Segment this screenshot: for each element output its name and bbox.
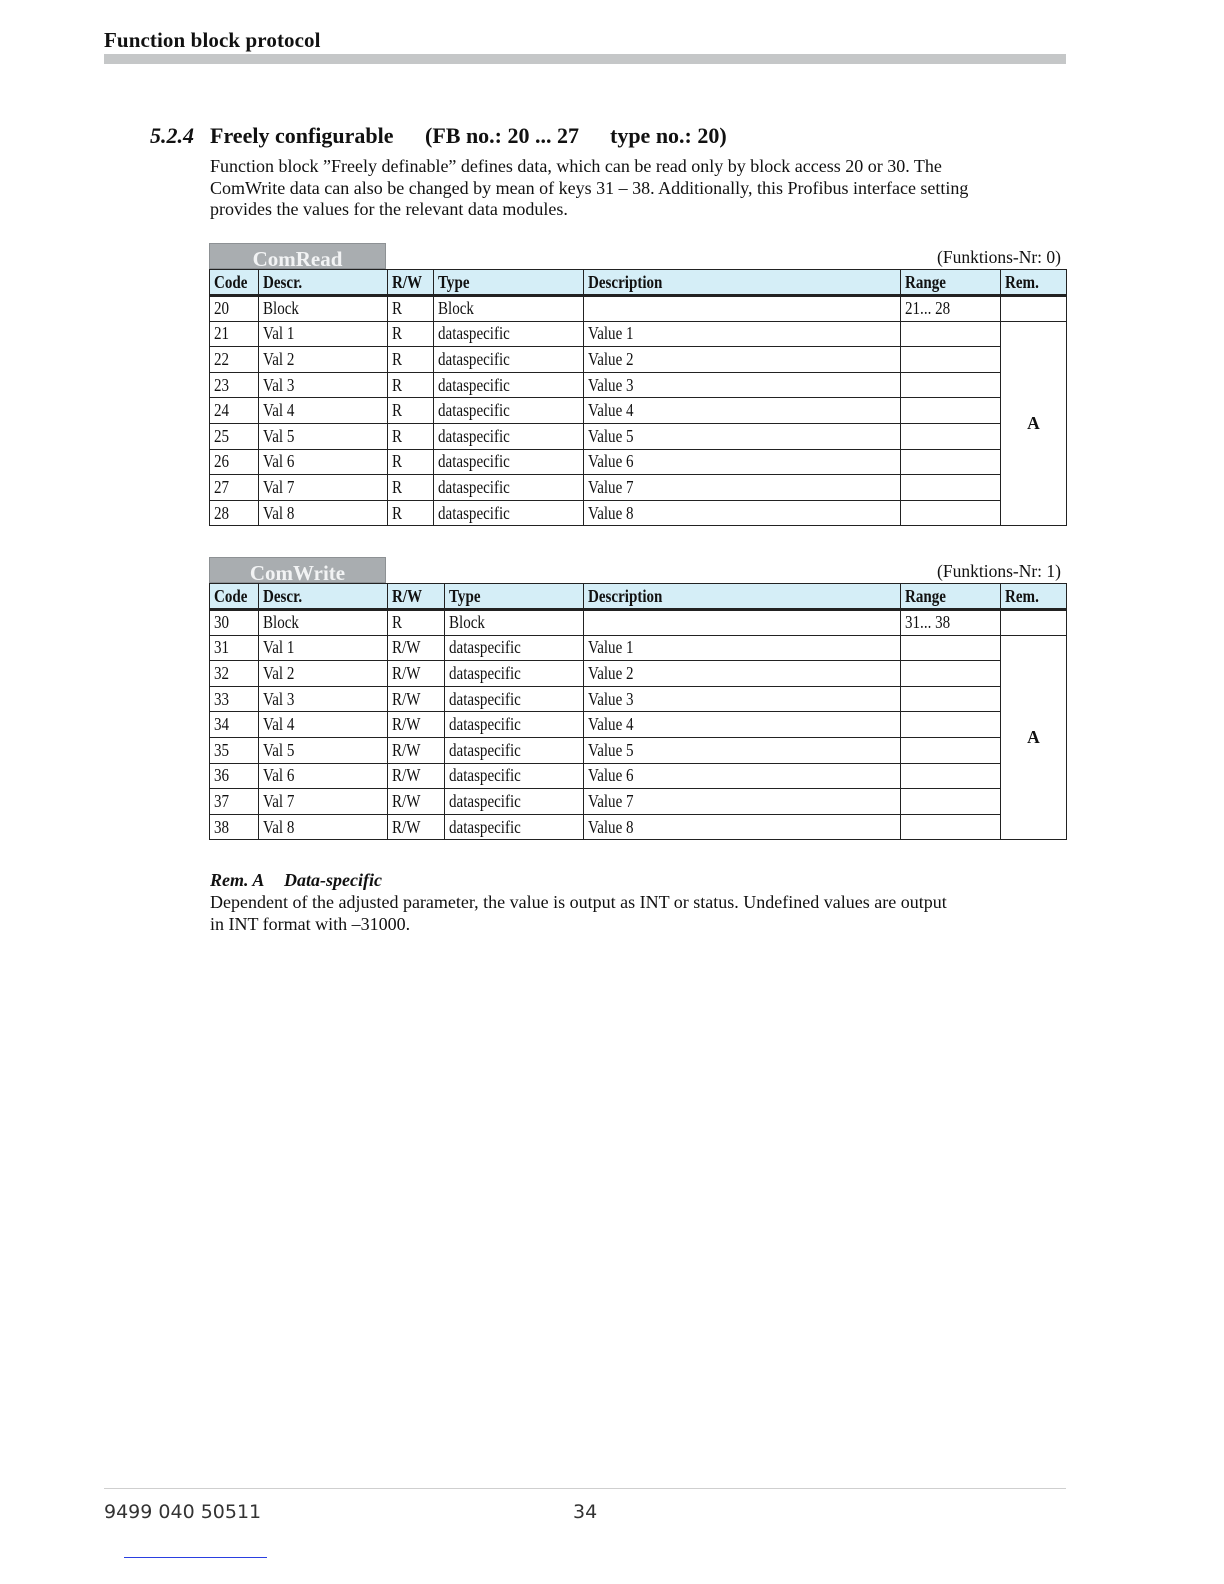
column-header-label: Range bbox=[905, 271, 946, 292]
cell-code bbox=[210, 610, 259, 636]
cell-type bbox=[445, 712, 584, 738]
cell-type-text: dataspecific bbox=[449, 739, 521, 760]
cell-code bbox=[210, 423, 259, 449]
cell-description bbox=[584, 347, 901, 373]
cell-code bbox=[210, 475, 259, 501]
cell-type-text: dataspecific bbox=[438, 323, 510, 344]
comwrite-function-number: (Funktions-Nr: 1) bbox=[937, 561, 1061, 581]
cell-code bbox=[210, 449, 259, 475]
cell-range bbox=[901, 763, 1001, 789]
cell-code bbox=[210, 321, 259, 347]
cell-code bbox=[210, 500, 259, 526]
cell-description-text: Value 1 bbox=[588, 323, 634, 344]
cell-rw bbox=[388, 737, 445, 763]
cell-descr-text: Val 8 bbox=[263, 816, 295, 837]
cell-descr bbox=[259, 423, 388, 449]
table-row bbox=[210, 500, 1067, 526]
cell-type-text: dataspecific bbox=[449, 714, 521, 735]
cell-descr bbox=[259, 475, 388, 501]
header-bar bbox=[104, 54, 1066, 64]
cell-code bbox=[210, 296, 259, 322]
cell-rw bbox=[388, 500, 434, 526]
cell-code bbox=[210, 347, 259, 373]
remark-text bbox=[210, 891, 947, 935]
column-header-descr bbox=[259, 584, 388, 610]
cell-descr-text: Val 8 bbox=[263, 502, 295, 523]
section-fb-no: (FB no.: 20 ... 27 bbox=[425, 123, 579, 148]
cell-range bbox=[901, 712, 1001, 738]
table-header-row bbox=[210, 270, 1067, 296]
cell-code-text: 23 bbox=[214, 374, 230, 395]
cell-description bbox=[584, 661, 901, 687]
cell-type-text: dataspecific bbox=[438, 400, 510, 421]
comread-table bbox=[209, 269, 1067, 526]
cell-descr-text: Val 6 bbox=[263, 765, 295, 786]
cell-type-text: Block bbox=[449, 612, 485, 633]
table-row bbox=[210, 763, 1067, 789]
table-row bbox=[210, 449, 1067, 475]
cell-type bbox=[434, 475, 584, 501]
column-header-label: Type bbox=[438, 271, 470, 292]
column-header-label: R/W bbox=[392, 585, 423, 606]
cell-descr bbox=[259, 372, 388, 398]
cell-descr-text: Val 7 bbox=[263, 790, 295, 811]
intro-line: Function block ”Freely definable” defines data, which can be read only by block access 20 or 30. The bbox=[210, 156, 942, 176]
cell-code-text: 35 bbox=[214, 739, 230, 760]
cell-code-text: 25 bbox=[214, 425, 230, 446]
cell-code bbox=[210, 737, 259, 763]
comwrite-tab-label: ComWrite bbox=[209, 557, 386, 583]
cell-descr-text: Val 6 bbox=[263, 451, 295, 472]
table-row bbox=[210, 296, 1067, 322]
cell-rw-text: R bbox=[392, 612, 403, 633]
column-header-label: Type bbox=[449, 585, 481, 606]
column-header-descr bbox=[259, 270, 388, 296]
cell-type bbox=[434, 398, 584, 424]
cell-code-text: 37 bbox=[214, 790, 230, 811]
cell-code bbox=[210, 686, 259, 712]
cell-type bbox=[445, 763, 584, 789]
column-header-label: Rem. bbox=[1005, 585, 1039, 606]
cell-descr-text: Block bbox=[263, 298, 299, 319]
cell-description bbox=[584, 475, 901, 501]
cell-code-text: 28 bbox=[214, 502, 230, 523]
cell-range-text: 31... 38 bbox=[905, 612, 951, 633]
remark-marker: A bbox=[1027, 412, 1040, 433]
page-header-title: Function block protocol bbox=[104, 28, 321, 52]
cell-range bbox=[901, 398, 1001, 424]
cell-description-text: Value 4 bbox=[588, 400, 634, 421]
cell-rem-merged bbox=[1001, 635, 1067, 840]
footer-doc-code: 9499 040 50511 bbox=[104, 1501, 262, 1523]
column-header-type bbox=[434, 270, 584, 296]
cell-type-text: dataspecific bbox=[449, 816, 521, 837]
cell-type-text: dataspecific bbox=[438, 502, 510, 523]
cell-description-text: Value 3 bbox=[588, 374, 634, 395]
cell-description-text: Value 6 bbox=[588, 451, 634, 472]
cell-rw bbox=[388, 686, 445, 712]
intro-paragraph bbox=[210, 156, 1060, 221]
table-row bbox=[210, 398, 1067, 424]
cell-range-text: 21... 28 bbox=[905, 298, 951, 319]
cell-range bbox=[901, 475, 1001, 501]
cell-rem bbox=[1001, 296, 1067, 322]
column-header-label: R/W bbox=[392, 271, 423, 292]
column-header-rem bbox=[1001, 270, 1067, 296]
cell-description bbox=[584, 686, 901, 712]
cell-rw bbox=[388, 449, 434, 475]
comwrite-table bbox=[209, 583, 1067, 840]
column-header-description bbox=[584, 270, 901, 296]
cell-description-text: Value 5 bbox=[588, 425, 634, 446]
cell-rw bbox=[388, 321, 434, 347]
cell-rw-text: R bbox=[392, 400, 403, 421]
cell-descr bbox=[259, 610, 388, 636]
cell-descr-text: Val 3 bbox=[263, 374, 295, 395]
cell-code-text: 20 bbox=[214, 298, 230, 319]
cell-rw-text: R/W bbox=[392, 662, 421, 683]
column-header-code bbox=[210, 270, 259, 296]
column-header-range bbox=[901, 584, 1001, 610]
table-row bbox=[210, 789, 1067, 815]
section-heading bbox=[150, 123, 727, 149]
column-header-rw bbox=[388, 270, 434, 296]
cell-rw bbox=[388, 398, 434, 424]
cell-descr-text: Val 2 bbox=[263, 348, 295, 369]
cell-code bbox=[210, 398, 259, 424]
cell-description-text: Value 5 bbox=[588, 739, 634, 760]
cell-rw bbox=[388, 475, 434, 501]
cell-type bbox=[445, 737, 584, 763]
cell-description bbox=[584, 321, 901, 347]
cell-code bbox=[210, 635, 259, 661]
cell-descr-text: Val 1 bbox=[263, 637, 295, 658]
column-header-label: Rem. bbox=[1005, 271, 1039, 292]
section-title: Freely configurable bbox=[210, 123, 394, 148]
cell-rw-text: R/W bbox=[392, 637, 421, 658]
cell-rw-text: R bbox=[392, 348, 403, 369]
cell-rw bbox=[388, 296, 434, 322]
cell-rw bbox=[388, 372, 434, 398]
cell-range bbox=[901, 661, 1001, 687]
cell-code bbox=[210, 814, 259, 840]
column-header-label: Descr. bbox=[263, 271, 303, 292]
cell-type bbox=[445, 814, 584, 840]
cell-code bbox=[210, 661, 259, 687]
cell-rw-text: R bbox=[392, 476, 403, 497]
cell-description bbox=[584, 635, 901, 661]
cell-rw bbox=[388, 635, 445, 661]
cell-range bbox=[901, 814, 1001, 840]
cell-range bbox=[901, 610, 1001, 636]
cell-code bbox=[210, 372, 259, 398]
cell-description bbox=[584, 712, 901, 738]
cell-descr bbox=[259, 789, 388, 815]
cell-code-text: 38 bbox=[214, 816, 230, 837]
remark-line: Dependent of the adjusted parameter, the value is output as INT or status. Undefined values are output bbox=[210, 892, 947, 912]
cell-type-text: dataspecific bbox=[438, 348, 510, 369]
cell-rw bbox=[388, 789, 445, 815]
table-row bbox=[210, 635, 1067, 661]
cell-rw bbox=[388, 763, 445, 789]
remark-title bbox=[210, 870, 382, 891]
table-row bbox=[210, 814, 1067, 840]
cell-range bbox=[901, 686, 1001, 712]
cell-code-text: 21 bbox=[214, 323, 230, 344]
table-row bbox=[210, 610, 1067, 636]
cell-type-text: Block bbox=[438, 298, 474, 319]
section-number: 5.2.4 bbox=[150, 123, 194, 148]
column-header-label: Description bbox=[588, 271, 663, 292]
cell-descr bbox=[259, 661, 388, 687]
table-row bbox=[210, 475, 1067, 501]
cell-range bbox=[901, 635, 1001, 661]
table-row bbox=[210, 321, 1067, 347]
cell-type-text: dataspecific bbox=[438, 374, 510, 395]
cell-type-text: dataspecific bbox=[449, 637, 521, 658]
table-row bbox=[210, 423, 1067, 449]
cell-type-text: dataspecific bbox=[449, 790, 521, 811]
cell-range bbox=[901, 296, 1001, 322]
cell-code-text: 34 bbox=[214, 714, 230, 735]
footer-link-underline bbox=[124, 1557, 267, 1558]
cell-range bbox=[901, 449, 1001, 475]
cell-type bbox=[434, 500, 584, 526]
table-header-row bbox=[210, 584, 1067, 610]
cell-rw bbox=[388, 814, 445, 840]
cell-type-text: dataspecific bbox=[449, 765, 521, 786]
cell-rw-text: R bbox=[392, 502, 403, 523]
cell-type bbox=[434, 321, 584, 347]
section-type-no: type no.: 20) bbox=[610, 123, 727, 148]
cell-range bbox=[901, 372, 1001, 398]
intro-line: ComWrite data can also be changed by mean of keys 31 – 38. Additionally, this Profibus interface setting bbox=[210, 177, 969, 198]
cell-description-text: Value 8 bbox=[588, 502, 634, 523]
cell-rw-text: R/W bbox=[392, 765, 421, 786]
cell-rw-text: R bbox=[392, 425, 403, 446]
cell-range bbox=[901, 500, 1001, 526]
cell-rw-text: R bbox=[392, 374, 403, 395]
cell-descr-text: Val 1 bbox=[263, 323, 295, 344]
cell-description bbox=[584, 398, 901, 424]
cell-type-text: dataspecific bbox=[438, 451, 510, 472]
column-header-code bbox=[210, 584, 259, 610]
cell-description-text: Value 2 bbox=[588, 662, 634, 683]
table-row bbox=[210, 737, 1067, 763]
cell-descr bbox=[259, 449, 388, 475]
cell-type-text: dataspecific bbox=[438, 476, 510, 497]
cell-rw-text: R/W bbox=[392, 816, 421, 837]
cell-type bbox=[445, 610, 584, 636]
cell-description bbox=[584, 296, 901, 322]
cell-code-text: 24 bbox=[214, 400, 230, 421]
cell-descr-text: Val 7 bbox=[263, 476, 295, 497]
cell-rem bbox=[1001, 610, 1067, 636]
remark-heading: Data-specific bbox=[284, 870, 382, 890]
cell-description-text: Value 8 bbox=[588, 816, 634, 837]
cell-code-text: 33 bbox=[214, 688, 230, 709]
cell-description bbox=[584, 814, 901, 840]
cell-descr bbox=[259, 712, 388, 738]
cell-rw bbox=[388, 661, 445, 687]
cell-code-text: 30 bbox=[214, 612, 230, 633]
cell-code-text: 36 bbox=[214, 765, 230, 786]
cell-code-text: 31 bbox=[214, 637, 230, 658]
cell-rw bbox=[388, 610, 445, 636]
cell-description bbox=[584, 500, 901, 526]
cell-code-text: 22 bbox=[214, 348, 230, 369]
column-header-label: Code bbox=[214, 271, 248, 292]
column-header-label: Description bbox=[588, 585, 663, 606]
cell-type bbox=[445, 661, 584, 687]
cell-type bbox=[445, 686, 584, 712]
cell-description bbox=[584, 372, 901, 398]
cell-descr-text: Val 5 bbox=[263, 425, 295, 446]
table-row bbox=[210, 686, 1067, 712]
column-header-rem bbox=[1001, 584, 1067, 610]
cell-description bbox=[584, 737, 901, 763]
cell-range bbox=[901, 347, 1001, 373]
cell-description-text: Value 1 bbox=[588, 637, 634, 658]
cell-rw-text: R/W bbox=[392, 739, 421, 760]
cell-type bbox=[434, 372, 584, 398]
cell-type bbox=[434, 423, 584, 449]
cell-descr bbox=[259, 296, 388, 322]
cell-descr-text: Val 4 bbox=[263, 400, 295, 421]
column-header-rw bbox=[388, 584, 445, 610]
cell-range bbox=[901, 423, 1001, 449]
cell-descr-text: Block bbox=[263, 612, 299, 633]
cell-description-text: Value 7 bbox=[588, 476, 634, 497]
cell-descr bbox=[259, 321, 388, 347]
cell-rem-merged bbox=[1001, 321, 1067, 526]
footer-page-number: 34 bbox=[573, 1501, 598, 1523]
cell-code-text: 32 bbox=[214, 662, 230, 683]
cell-rw-text: R bbox=[392, 323, 403, 344]
cell-descr bbox=[259, 500, 388, 526]
cell-description bbox=[584, 423, 901, 449]
cell-range bbox=[901, 321, 1001, 347]
table-row bbox=[210, 347, 1067, 373]
cell-description bbox=[584, 610, 901, 636]
cell-code-text: 26 bbox=[214, 451, 230, 472]
table-row bbox=[210, 661, 1067, 687]
cell-range bbox=[901, 789, 1001, 815]
cell-descr-text: Val 4 bbox=[263, 714, 295, 735]
cell-description bbox=[584, 763, 901, 789]
cell-description bbox=[584, 789, 901, 815]
cell-description-text: Value 4 bbox=[588, 714, 634, 735]
cell-code bbox=[210, 763, 259, 789]
cell-description-text: Value 2 bbox=[588, 348, 634, 369]
cell-rw bbox=[388, 712, 445, 738]
column-header-type bbox=[445, 584, 584, 610]
cell-rw-text: R/W bbox=[392, 790, 421, 811]
column-header-range bbox=[901, 270, 1001, 296]
cell-descr bbox=[259, 737, 388, 763]
remark-marker: A bbox=[1027, 726, 1040, 747]
cell-descr bbox=[259, 686, 388, 712]
comread-function-number: (Funktions-Nr: 0) bbox=[937, 247, 1061, 267]
cell-code bbox=[210, 712, 259, 738]
cell-rw-text: R bbox=[392, 298, 403, 319]
column-header-description bbox=[584, 584, 901, 610]
cell-rw-text: R bbox=[392, 451, 403, 472]
cell-type bbox=[434, 296, 584, 322]
cell-description-text: Value 3 bbox=[588, 688, 634, 709]
table-row bbox=[210, 372, 1067, 398]
remark-label: Rem. A bbox=[210, 870, 265, 890]
cell-rw bbox=[388, 423, 434, 449]
cell-type-text: dataspecific bbox=[438, 425, 510, 446]
cell-description-text: Value 7 bbox=[588, 790, 634, 811]
intro-line: provides the values for the relevant data modules. bbox=[210, 199, 568, 219]
cell-descr bbox=[259, 814, 388, 840]
cell-descr-text: Val 2 bbox=[263, 662, 295, 683]
table-row bbox=[210, 712, 1067, 738]
cell-descr bbox=[259, 635, 388, 661]
column-header-label: Range bbox=[905, 585, 946, 606]
cell-descr bbox=[259, 347, 388, 373]
comread-tab-label: ComRead bbox=[209, 243, 386, 269]
cell-type bbox=[434, 449, 584, 475]
cell-descr bbox=[259, 398, 388, 424]
cell-code-text: 27 bbox=[214, 476, 230, 497]
cell-rw-text: R/W bbox=[392, 714, 421, 735]
footer-rule bbox=[104, 1488, 1066, 1489]
cell-type bbox=[434, 347, 584, 373]
cell-type bbox=[445, 635, 584, 661]
cell-range bbox=[901, 737, 1001, 763]
cell-type bbox=[445, 789, 584, 815]
cell-type-text: dataspecific bbox=[449, 662, 521, 683]
column-header-label: Code bbox=[214, 585, 248, 606]
remark-line: in INT format with –31000. bbox=[210, 914, 411, 934]
cell-rw bbox=[388, 347, 434, 373]
cell-description bbox=[584, 449, 901, 475]
column-header-label: Descr. bbox=[263, 585, 303, 606]
cell-code bbox=[210, 789, 259, 815]
cell-descr-text: Val 3 bbox=[263, 688, 295, 709]
cell-type-text: dataspecific bbox=[449, 688, 521, 709]
cell-description-text: Value 6 bbox=[588, 765, 634, 786]
cell-rw-text: R/W bbox=[392, 688, 421, 709]
cell-descr bbox=[259, 763, 388, 789]
cell-descr-text: Val 5 bbox=[263, 739, 295, 760]
